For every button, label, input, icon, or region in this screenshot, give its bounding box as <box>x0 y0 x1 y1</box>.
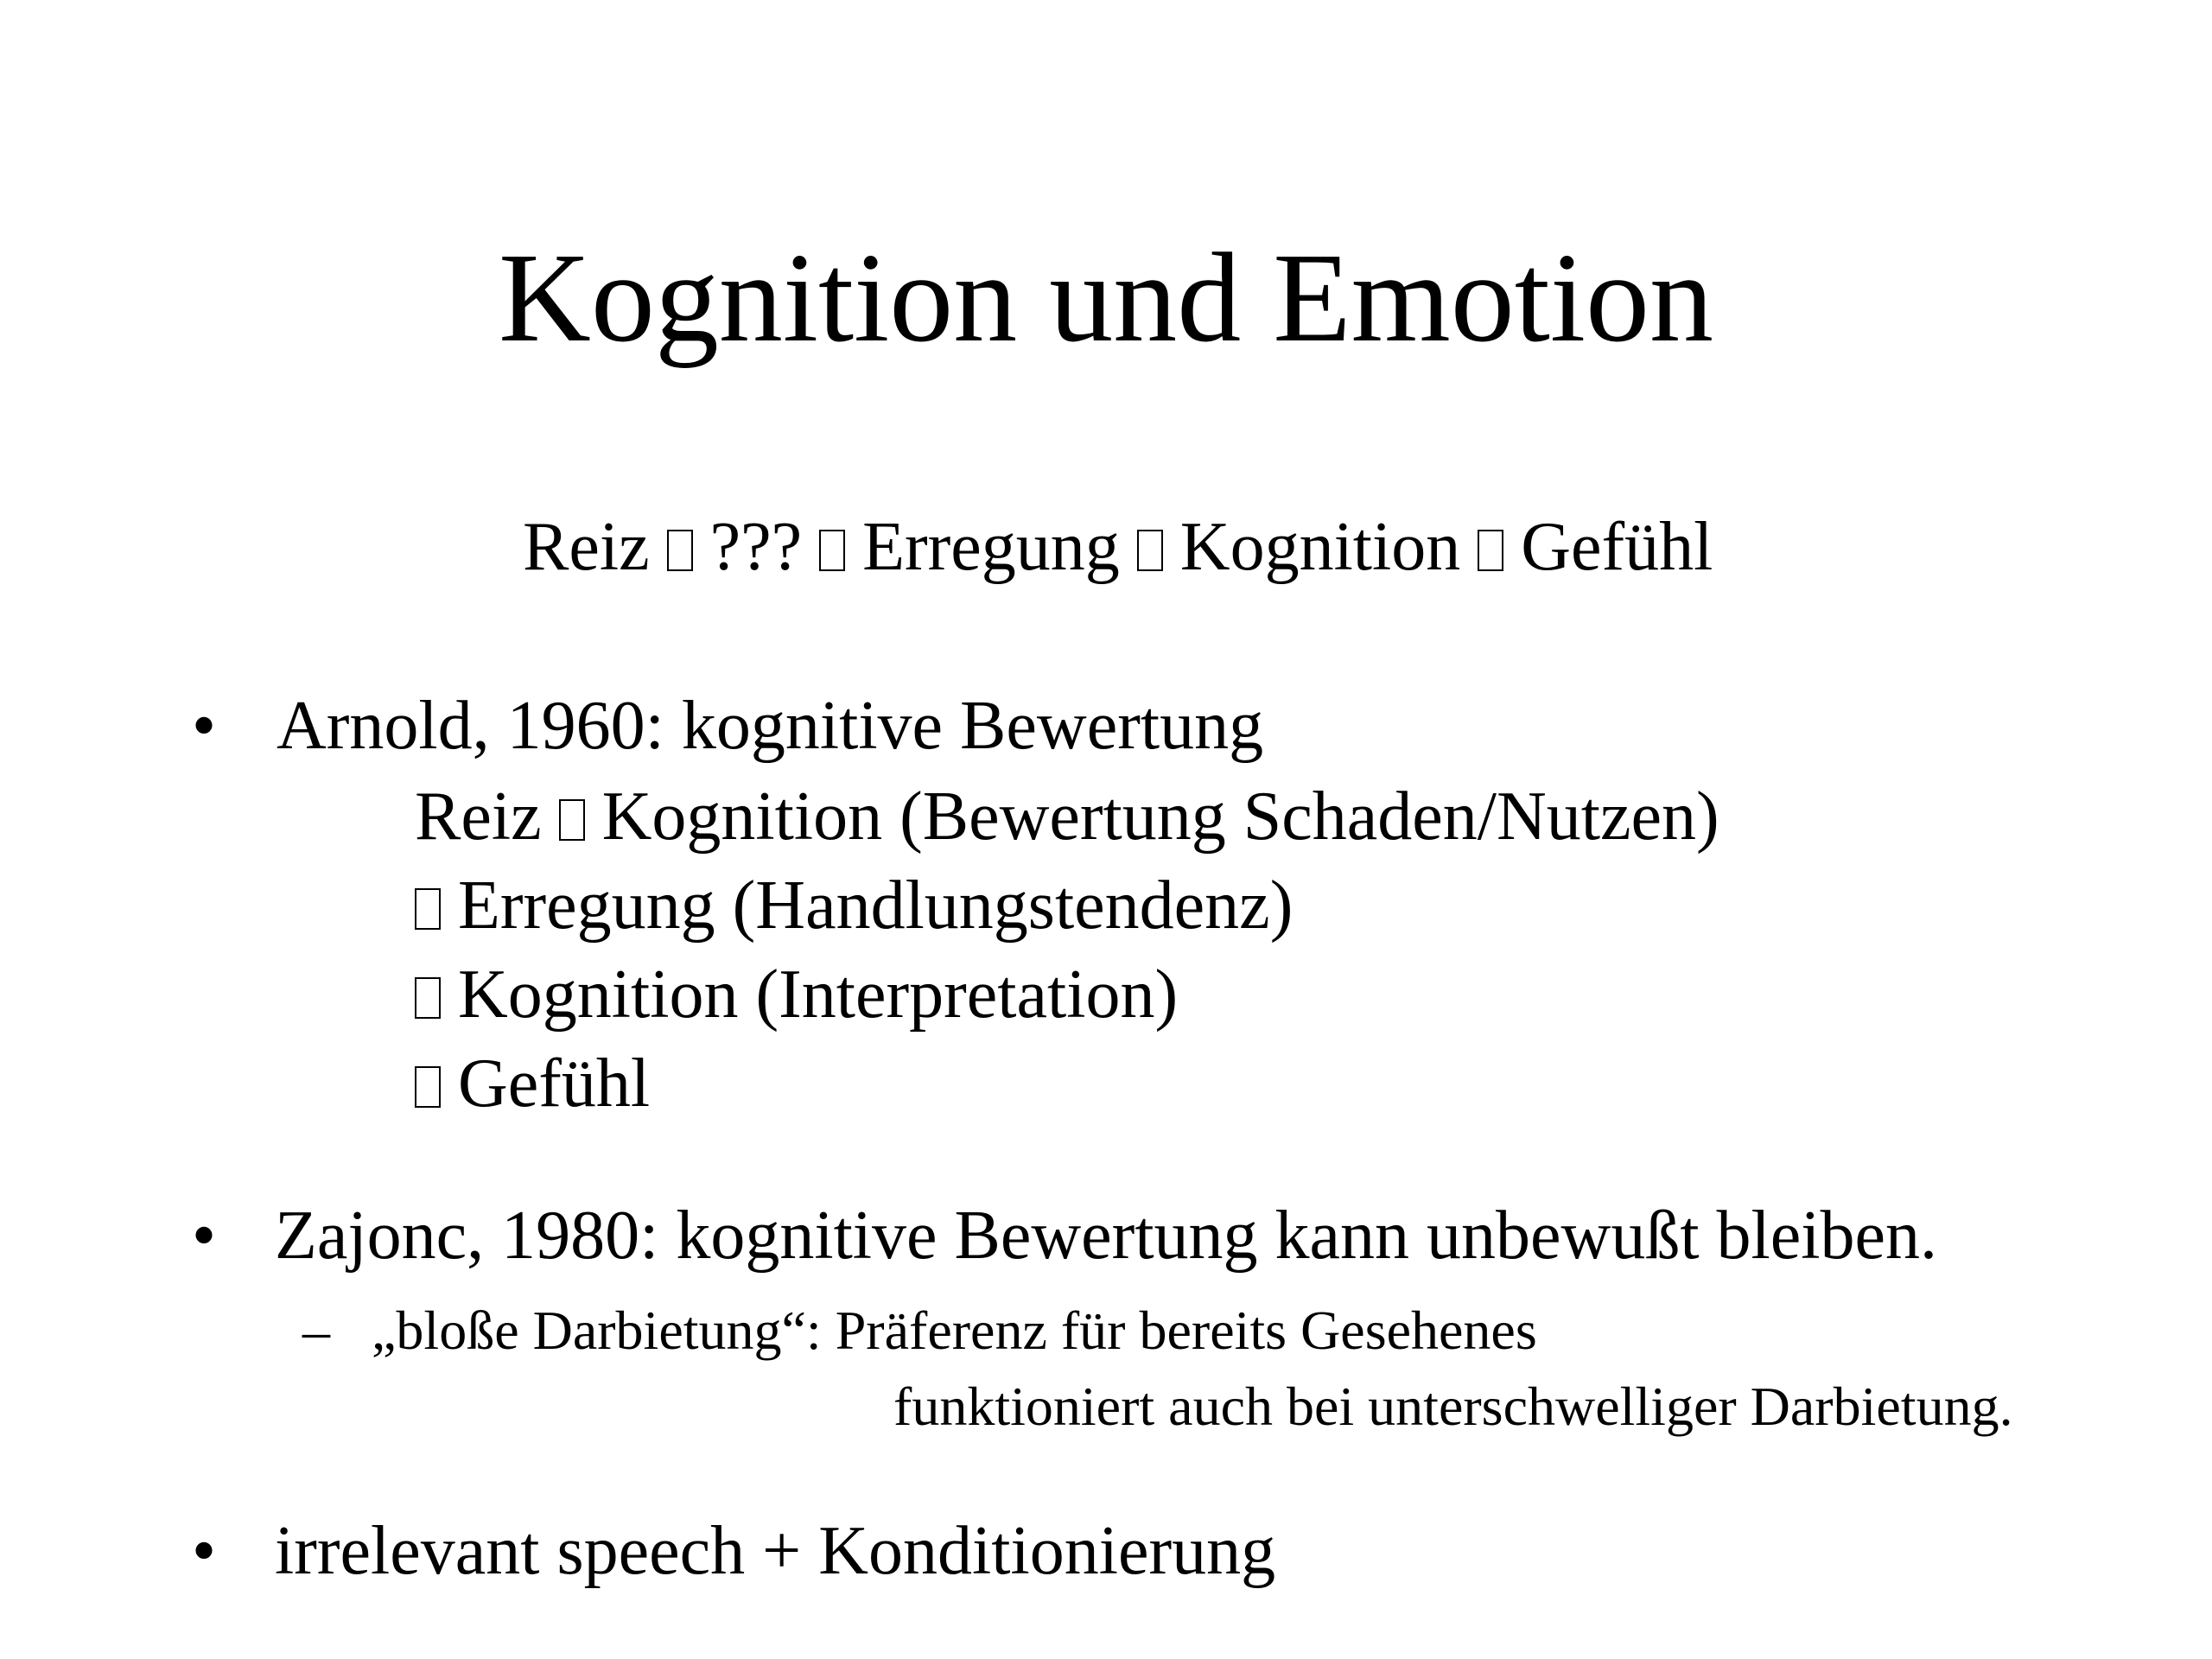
bullet-text-zajonc: Zajonc, 1980: kognitive Bewertung kann unbewußt bleiben. <box>275 1198 1938 1274</box>
sub-bullet-text: „bloße Darbietung“: Präferenz für bereits Gesehenes <box>372 1300 1537 1361</box>
arnold-step <box>415 1040 650 1127</box>
arrow-glyph-icon <box>667 530 693 571</box>
chain-item: Kognition <box>1179 509 1461 585</box>
arrow-glyph-icon <box>415 1066 441 1108</box>
arnold-step-gefuehl: Gefühl <box>458 1046 651 1122</box>
arnold-step-kognition: Kognition (Bewertung Schaden/Nutzen) <box>601 779 1719 855</box>
arrow-glyph-icon <box>415 977 441 1019</box>
arrow-glyph-icon <box>1137 530 1163 571</box>
bullet-marker: • <box>192 1513 217 1589</box>
arrow-glyph-icon <box>819 530 845 571</box>
bullet-marker: • <box>192 1198 217 1274</box>
sub-bullet-dash: – <box>302 1300 330 1361</box>
sub-bullet-continuation: funktioniert auch bei unterschwelliger Darbietung. <box>893 1376 2013 1437</box>
arnold-step-erregung: Erregung (Handlungstendenz) <box>458 868 1294 944</box>
chain-item: Erregung <box>862 509 1120 585</box>
arnold-step-interpretation: Kognition (Interpretation) <box>458 957 1179 1033</box>
arrow-glyph-icon <box>415 888 441 930</box>
process-chain <box>523 504 1713 590</box>
chain-item: Gefühl <box>1521 509 1713 585</box>
arnold-step <box>415 773 1719 860</box>
chain-item: ??? <box>709 509 803 585</box>
arnold-step <box>415 951 1178 1038</box>
chain-item: Reiz <box>523 509 650 585</box>
slide-title: Kognition und Emotion <box>499 227 1713 369</box>
bullet-text-arnold: Arnold, 1960: kognitive Bewertung <box>276 688 1264 764</box>
arnold-step-reiz: Reiz <box>415 779 542 855</box>
arnold-step <box>415 862 1293 949</box>
arrow-glyph-icon <box>559 799 585 841</box>
arrow-glyph-icon <box>1478 530 1503 571</box>
bullet-text-irrelevant-speech: irrelevant speech + Konditionierung <box>275 1513 1276 1589</box>
bullet-marker: • <box>192 688 217 764</box>
